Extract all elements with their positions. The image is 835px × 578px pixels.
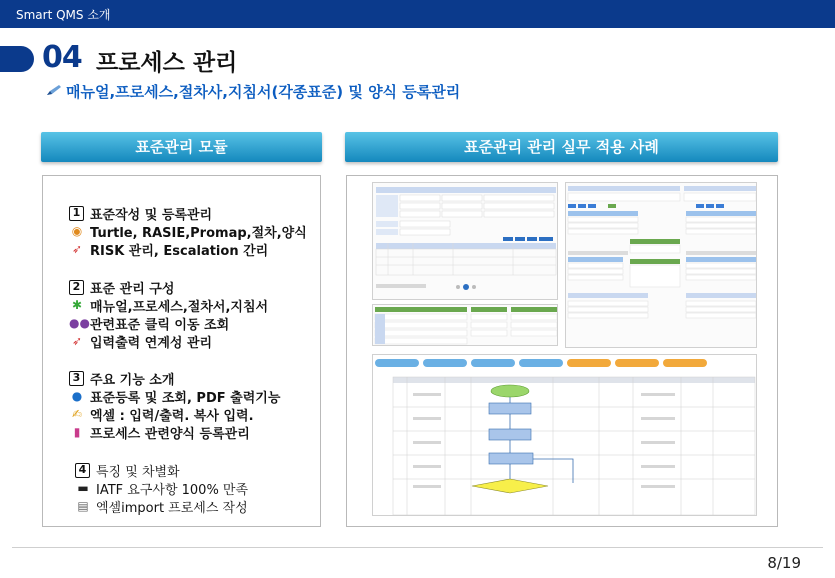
group-2-title: 표준 관리 구성 bbox=[90, 281, 175, 297]
group-1-badge: 1 bbox=[69, 206, 84, 221]
list-screenshot bbox=[372, 304, 558, 346]
group-3-badge: 3 bbox=[69, 371, 84, 386]
list-item: ✱ 매뉴얼,프로세스,절차서,지침서 bbox=[69, 296, 268, 314]
magnifier-icon: ● bbox=[71, 389, 83, 403]
tree-screenshot bbox=[565, 182, 757, 348]
list-thumbnail bbox=[373, 305, 558, 346]
flowchart-screenshot bbox=[372, 354, 757, 516]
module-header: 표준관리 모듈 bbox=[41, 132, 322, 162]
list-item: ➶ 입력출력 연계성 관리 bbox=[69, 332, 268, 350]
form-screenshot bbox=[372, 182, 558, 300]
list-item: ▮ 프로세스 관련양식 등록관리 bbox=[69, 423, 280, 441]
group-1-title: 표준작성 및 등록관리 bbox=[90, 207, 213, 223]
page-number: 8/19 bbox=[767, 554, 801, 572]
list-item: ➶ RISK 관리, Escalation 간리 bbox=[69, 240, 307, 258]
list-item: ▤ 엑셀import 프로세스 작성 bbox=[75, 497, 248, 515]
group-1 bbox=[69, 204, 307, 258]
list-item: ▬ IATF 요구사항 100% 만족 bbox=[75, 479, 248, 497]
group-3 bbox=[69, 369, 280, 441]
clock-icon: ◉ bbox=[71, 224, 83, 238]
module-panel bbox=[42, 175, 321, 527]
pen-pointer-icon bbox=[46, 84, 62, 96]
group-4 bbox=[75, 461, 248, 515]
page-subtitle: 매뉴얼,프로세스,절차사,지침서(각종표준) 및 양식 등록관리 bbox=[66, 83, 461, 101]
list-item: ◉ Turtle, RASIE,Promap,절차,양식 bbox=[69, 222, 307, 240]
rocket-icon: ➶ bbox=[71, 242, 83, 256]
puzzle-icon: ✱ bbox=[71, 298, 83, 312]
group-2-badge: 2 bbox=[69, 280, 84, 295]
section-marker bbox=[0, 46, 34, 72]
list-item: ✍ 엑셀 : 입력/출력. 복사 입력. bbox=[69, 405, 280, 423]
bar-chart-icon: ▮ bbox=[73, 425, 81, 439]
section-number: 04 bbox=[42, 40, 82, 75]
group-4-badge: 4 bbox=[75, 463, 90, 478]
footer-divider bbox=[12, 547, 823, 548]
form-thumbnail bbox=[373, 183, 558, 300]
truck-icon: ▬ bbox=[77, 481, 89, 495]
group-2 bbox=[69, 278, 268, 350]
top-bar bbox=[0, 0, 835, 28]
list-item: ● 표준등록 및 조회, PDF 출력기능 bbox=[69, 387, 280, 405]
rocket-icon: ➶ bbox=[71, 334, 83, 348]
pen-icon: ✍ bbox=[71, 407, 83, 421]
flowchart-thumbnail bbox=[373, 355, 757, 516]
list-item: ●● 관련표준 클릭 이동 조회 bbox=[69, 316, 230, 333]
group-4-title: 특징 및 차별화 bbox=[96, 464, 180, 480]
case-header: 표준관리 관리 실무 적용 사례 bbox=[345, 132, 778, 162]
case-panel bbox=[346, 175, 778, 527]
people-icon: ●● bbox=[69, 316, 90, 330]
tree-thumbnail bbox=[566, 183, 757, 348]
presentation-title: Smart QMS 소개 bbox=[16, 8, 111, 22]
section-title: 프로세스 관리 bbox=[96, 50, 238, 76]
group-3-title: 주요 기능 소개 bbox=[90, 372, 175, 388]
scroll-icon: ▤ bbox=[77, 499, 89, 513]
